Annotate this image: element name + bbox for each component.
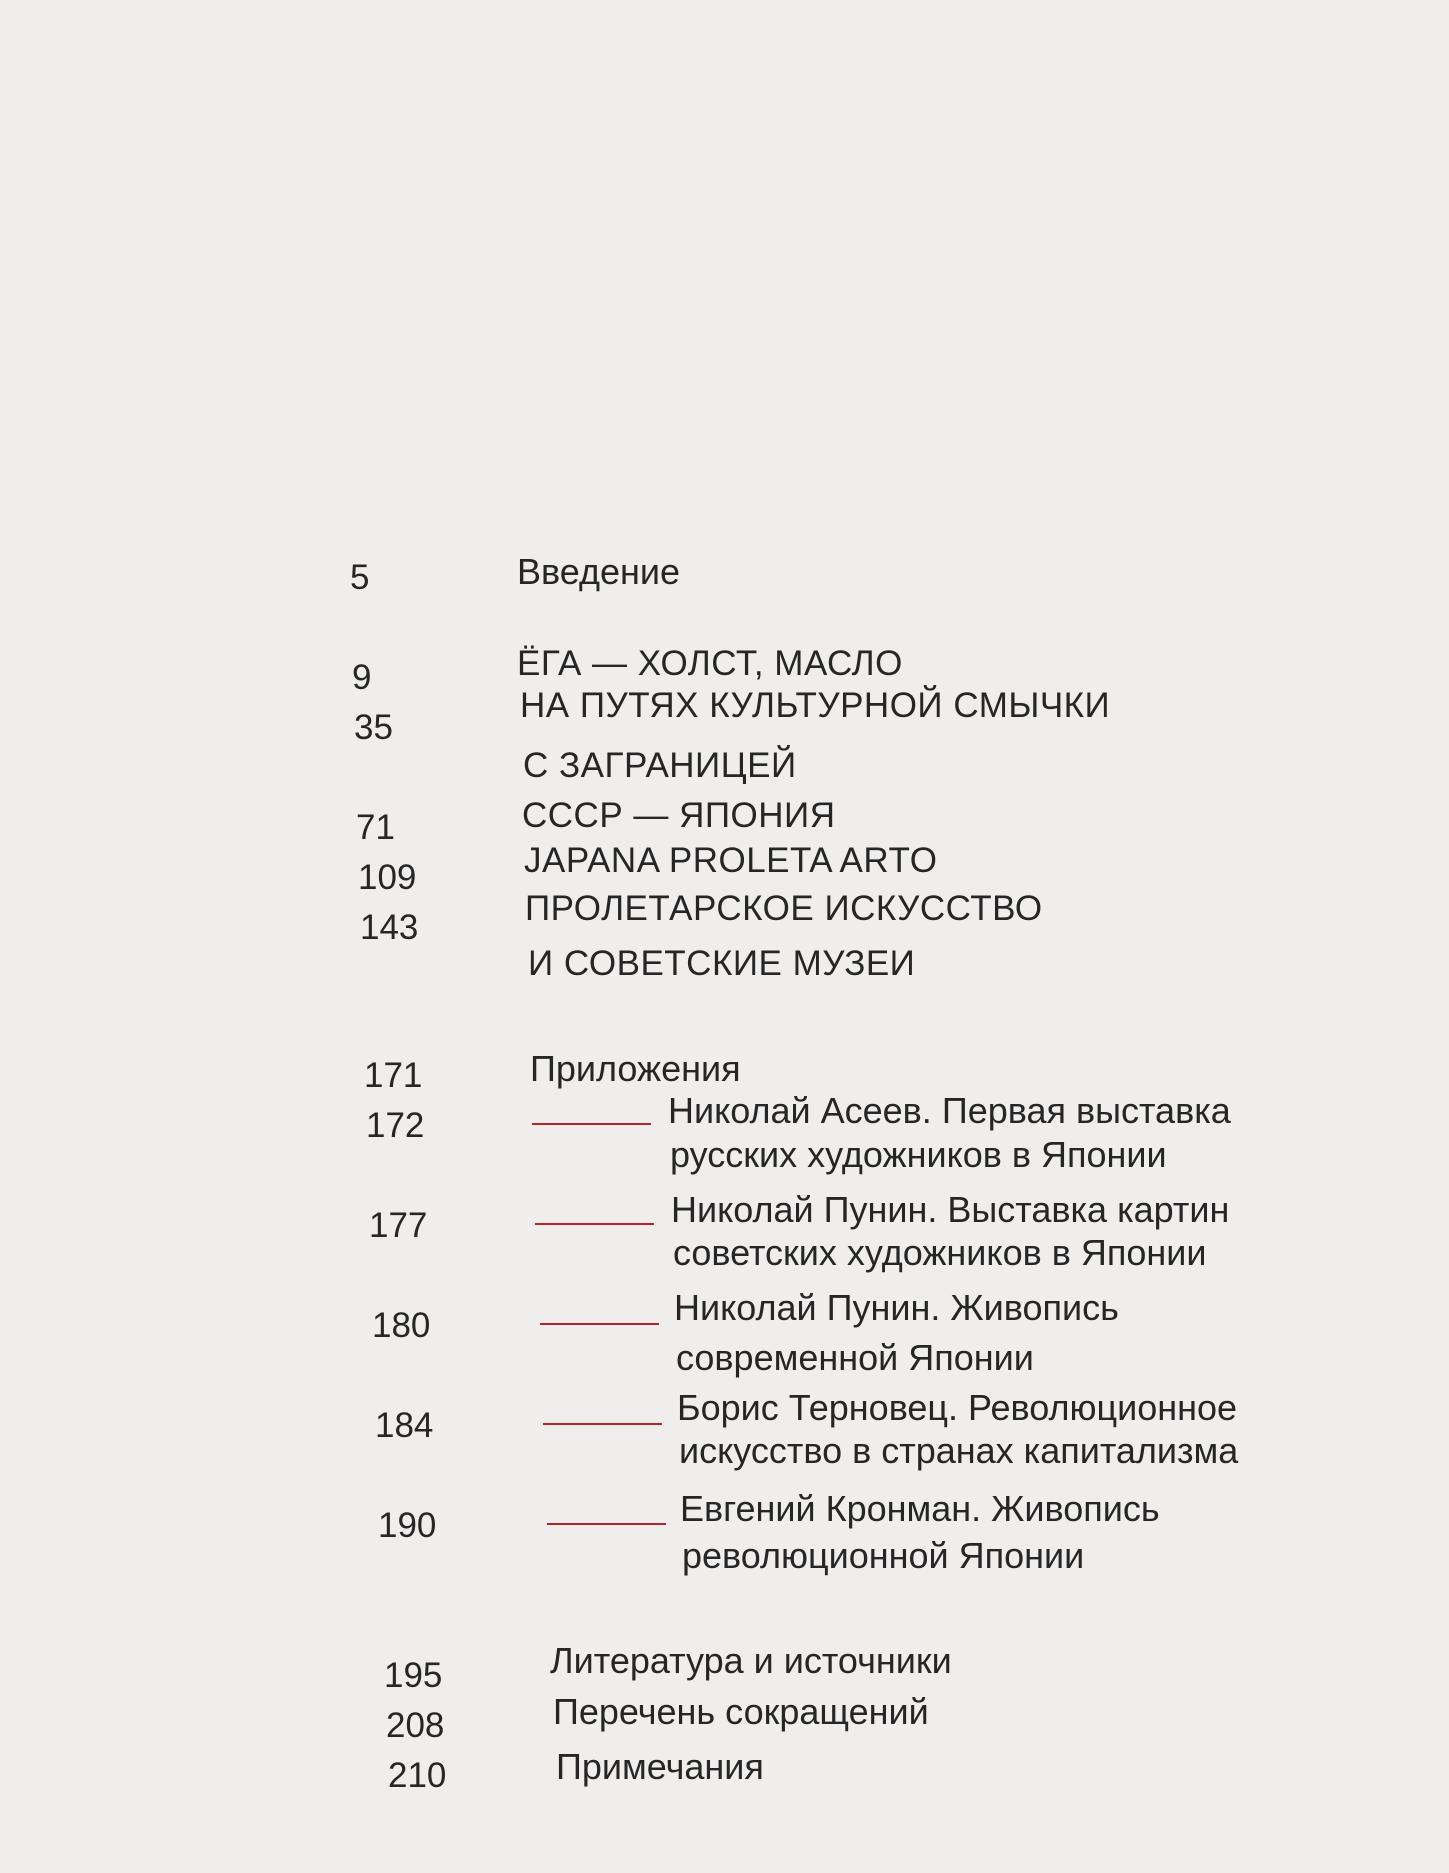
chapter-title[interactable]: НА ПУТЯХ КУЛЬТУРНОЙ СМЫЧКИ [520, 686, 1111, 725]
appendix-entry-title[interactable]: современной Японии [676, 1337, 1034, 1378]
entry-title[interactable]: Введение [517, 551, 681, 592]
appendix-entry-title[interactable]: Николай Асеев. Первая выставка [668, 1090, 1231, 1131]
entry-title[interactable]: Литература и источники [550, 1640, 952, 1681]
red-dash-divider [532, 1123, 651, 1125]
page-number: 71 [356, 808, 395, 847]
entry-title[interactable]: Примечания [556, 1746, 764, 1787]
chapter-title[interactable]: ЁГА — ХОЛСТ, МАСЛО [517, 644, 903, 683]
chapter-title[interactable]: ПРОЛЕТАРСКОЕ ИСКУССТВО [525, 889, 1043, 928]
page-number: 180 [372, 1306, 431, 1345]
appendix-entry-title[interactable]: советских художников в Японии [673, 1232, 1207, 1273]
chapter-title[interactable]: С ЗАГРАНИЦЕЙ [523, 746, 797, 785]
chapter-title[interactable]: JAPANA PROLETA ARTO [524, 841, 938, 880]
red-dash-divider [540, 1323, 659, 1325]
appendix-entry-title[interactable]: искусство в странах капитализма [679, 1430, 1239, 1471]
red-dash-divider [535, 1223, 654, 1225]
page-number: 210 [388, 1756, 447, 1795]
page-number: 177 [369, 1206, 428, 1245]
page-number: 195 [384, 1656, 443, 1695]
entry-title[interactable]: Перечень сокращений [553, 1691, 929, 1732]
page-number: 190 [378, 1506, 437, 1545]
appendix-entry-title[interactable]: Николай Пунин. Живопись [674, 1287, 1119, 1328]
red-dash-divider [547, 1523, 666, 1525]
page-number: 5 [350, 558, 370, 597]
page-number: 171 [364, 1056, 423, 1095]
section-title[interactable]: Приложения [530, 1048, 741, 1089]
page-number: 9 [352, 658, 372, 697]
appendix-entry-title[interactable]: Николай Пунин. Выставка картин [671, 1189, 1230, 1230]
page-number: 109 [358, 858, 417, 897]
page-number: 143 [360, 908, 419, 947]
chapter-title[interactable]: СССР — ЯПОНИЯ [522, 796, 836, 835]
page-number: 172 [366, 1106, 425, 1145]
appendix-entry-title[interactable]: Евгений Кронман. Живопись [680, 1488, 1160, 1529]
page-number: 208 [386, 1706, 445, 1745]
red-dash-divider [543, 1423, 662, 1425]
appendix-entry-title[interactable]: революционной Японии [682, 1535, 1085, 1576]
page-number: 184 [375, 1406, 434, 1445]
appendix-entry-title[interactable]: русских художников в Японии [670, 1134, 1167, 1175]
appendix-entry-title[interactable]: Борис Терновец. Революционное [677, 1387, 1238, 1428]
chapter-title[interactable]: И СОВЕТСКИЕ МУЗЕИ [528, 944, 916, 983]
page-number: 35 [354, 708, 393, 747]
